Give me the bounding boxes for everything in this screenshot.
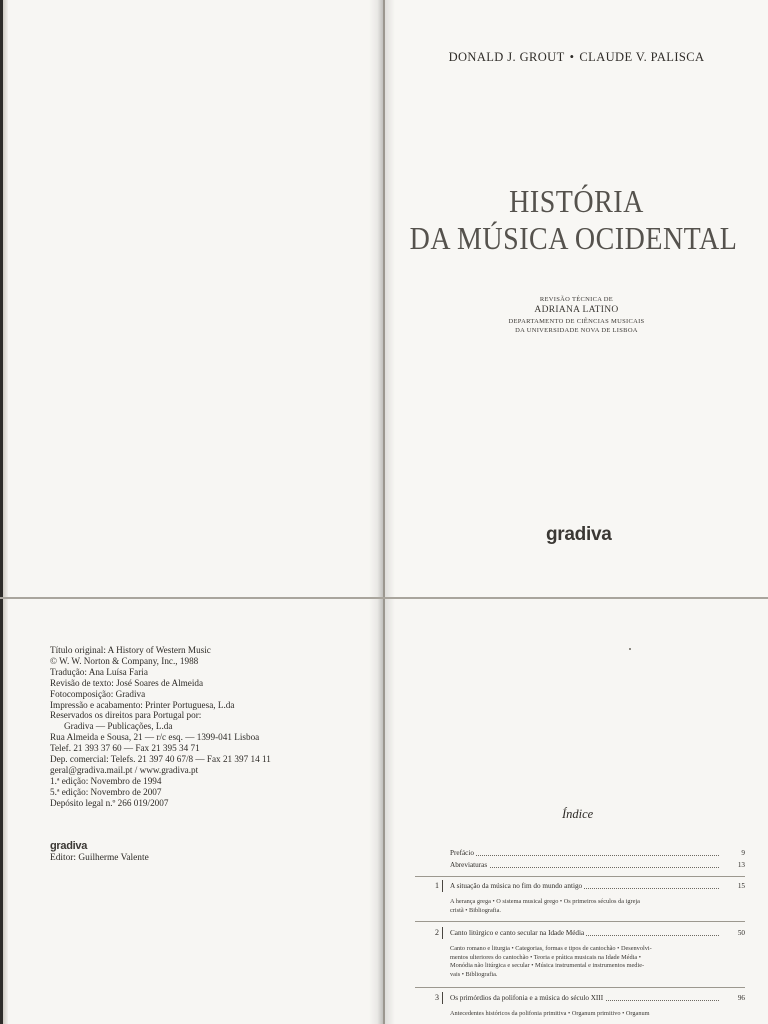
chapter-title-row — [415, 994, 745, 1004]
copyright-line: © W. W. Norton & Company, Inc., 1988 — [50, 655, 199, 666]
copyright-line: 1.ª edição: Novembro de 1994 — [50, 775, 162, 786]
index-page — [385, 599, 768, 1024]
copyright-line: Fotocomposição: Gradiva — [50, 688, 146, 699]
department-line: DEPARTAMENTO DE CIÊNCIAS MUSICAIS — [508, 318, 645, 325]
chapter-title-row — [415, 882, 745, 892]
chapter-description-line: Antecedentes históricos da polifonia primitiva • Organum primitivo • Organum — [450, 1010, 650, 1017]
spread-divider-vertical — [383, 0, 385, 1024]
chapter-number: 1 — [435, 881, 439, 890]
chapter-description-line: vais • Bibliografia. — [450, 970, 498, 978]
authors-line — [385, 50, 768, 65]
copyright-line: Tradução: Ana Luísa Faria — [50, 666, 148, 677]
editor-credit: Editor: Guilherme Valente — [50, 853, 149, 863]
chapter-title: A situação da música no fim do mundo antigo — [450, 882, 583, 890]
copyright-line: Dep. comercial: Telefs. 21 397 40 67/8 — Fax 21 397 14 11 — [50, 754, 271, 765]
copyright-line: Reservados os direitos para Portugal por: — [50, 710, 202, 721]
copyright-line: Telef. 21 393 37 60 — Fax 21 395 34 71 — [50, 743, 200, 754]
chapter-description — [450, 945, 720, 979]
copyright-line: Rua Almeida e Sousa, 21 — r/c esq. — 1399-041 Lisboa — [50, 732, 260, 743]
gutter-shadow — [385, 599, 395, 1024]
author-2: CLAUDE V. PALISCA — [579, 50, 705, 64]
chapter-title-row — [415, 929, 745, 939]
chapter-description-line: Monódia não litúrgica e secular • Música instrumental e instrumentos medie- — [450, 962, 645, 970]
paper-speck — [629, 648, 631, 650]
copyright-line: Depósito legal n.º 266 019/2007 — [50, 797, 169, 808]
chapter-description-line: cristã • Bibliografia. — [450, 906, 501, 914]
toc-entry — [415, 861, 745, 871]
binding-edge — [0, 599, 8, 1024]
copyright-line: geral@gradiva.mail.pt / www.gradiva.pt — [50, 764, 199, 775]
chapter-title: Os primórdios da polifonia e a música do século XIII — [450, 994, 604, 1002]
copyright-line: Revisão de texto: José Soares de Almeida — [50, 677, 204, 688]
copyright-line: 5.ª edição: Novembro de 2007 — [50, 786, 162, 797]
publisher-logo: gradiva — [546, 524, 612, 545]
toc-entry-page: 9 — [723, 849, 745, 857]
chapter-description — [450, 898, 720, 915]
leader-dots — [450, 855, 719, 856]
toc-entry-label: Abreviaturas — [450, 861, 488, 869]
publisher-logo-small: gradiva — [50, 840, 88, 852]
chapter-description — [450, 1010, 720, 1019]
copyright-block — [50, 645, 271, 809]
chapter-page: 96 — [723, 994, 745, 1002]
toc-entry-page: 13 — [723, 861, 745, 869]
gutter-shadow — [369, 599, 383, 1024]
title-page — [385, 0, 768, 597]
spread-divider-horizontal — [0, 597, 768, 599]
section-rule — [415, 921, 745, 922]
gutter-shadow — [369, 0, 383, 597]
chapter-title: Canto litúrgico e canto secular na Idade Média — [450, 929, 585, 937]
index-heading: Índice — [562, 807, 594, 821]
book-title-line-1: HISTÓRIA — [509, 184, 644, 221]
copyright-line: Título original: A History of Western Music — [50, 645, 211, 655]
chapter-page: 15 — [723, 882, 745, 890]
chapter-page: 50 — [723, 929, 745, 937]
section-rule — [415, 876, 745, 877]
author-1: DONALD J. GROUT — [448, 50, 565, 64]
chapter-description-line: Canto romano e liturgia • Categorias, formas e tipos de cantochão • Desenvolvi- — [450, 945, 652, 952]
book-title-line-2: DA MÚSICA OCIDENTAL — [409, 221, 738, 258]
copyright-line: Impressão e acabamento: Printer Portuguesa, L.da — [50, 699, 235, 710]
revisao-label: REVISÃO TÉCNICA DE — [539, 296, 614, 303]
copyright-line: Gradiva — Publicações, L.da — [64, 721, 173, 732]
author-separator: • — [569, 50, 575, 64]
blank-verso-page — [0, 0, 383, 597]
toc-entry — [415, 849, 745, 859]
chapter-number: 3 — [435, 993, 439, 1002]
chapter-description-line: mentos ulteriores do cantochão • Teoria e prática musicais na Idade Média • — [450, 953, 641, 961]
chapter-description-line: A herança grega • O sistema musical grego • Os primeiros séculos da igreja — [450, 898, 640, 905]
university-line: DA UNIVERSIDADE NOVA DE LISBOA — [515, 327, 638, 334]
reviewer-name: ADRIANA LATINO — [534, 305, 619, 315]
section-rule — [415, 987, 745, 988]
chapter-number: 2 — [435, 928, 439, 937]
leader-dots — [450, 867, 719, 868]
toc-entry-label: Prefácio — [450, 849, 474, 857]
binding-edge — [0, 0, 8, 597]
